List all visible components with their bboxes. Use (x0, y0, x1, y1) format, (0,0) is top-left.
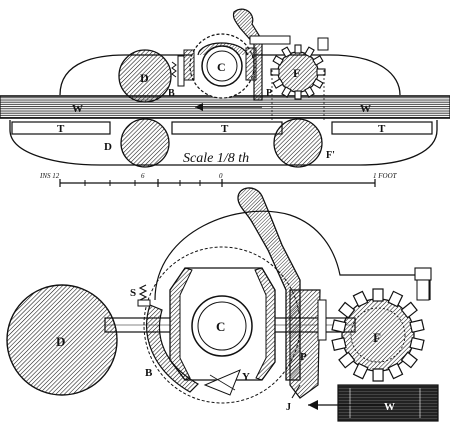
label-f-lower-view: F (373, 330, 381, 345)
plate-p (290, 290, 320, 398)
label-f-prime: F' (326, 150, 335, 161)
scale-tick-0: 0 (219, 172, 223, 180)
label-y: Y (242, 371, 250, 383)
label-t-right: T (378, 123, 386, 135)
scale-bar (60, 179, 375, 187)
label-c-lower-view: C (216, 319, 226, 334)
label-t-mid: T (221, 123, 229, 135)
label-p-upper: P (266, 88, 273, 99)
label-d-lower: D (104, 141, 112, 153)
upper-view (0, 9, 450, 167)
roller-f-prime (274, 119, 322, 167)
label-c-upper: C (217, 60, 226, 74)
label-f-upper: F (293, 66, 301, 80)
lower-view (7, 188, 438, 421)
label-b-upper: B (168, 88, 175, 99)
label-p-lower: P (300, 351, 307, 363)
label-s: S (130, 287, 137, 299)
label-d-upper: D (140, 71, 149, 85)
label-w-lower: W (384, 401, 395, 413)
label-b-lower: B (145, 367, 153, 379)
label-w-right: W (360, 103, 371, 115)
scale-right-label: 1 FOOT (373, 172, 397, 180)
label-w-left: W (72, 103, 83, 115)
scale-left-label: INS 12 (40, 172, 60, 180)
scale-caption: Scale 1/8 th (183, 151, 250, 166)
label-t-left: T (57, 123, 65, 135)
roller-d-lower (121, 119, 169, 167)
label-d-lower-view: D (56, 334, 66, 349)
spring-s (140, 285, 146, 300)
scale-tick-6: 6 (141, 172, 145, 180)
label-j: J (286, 402, 291, 413)
